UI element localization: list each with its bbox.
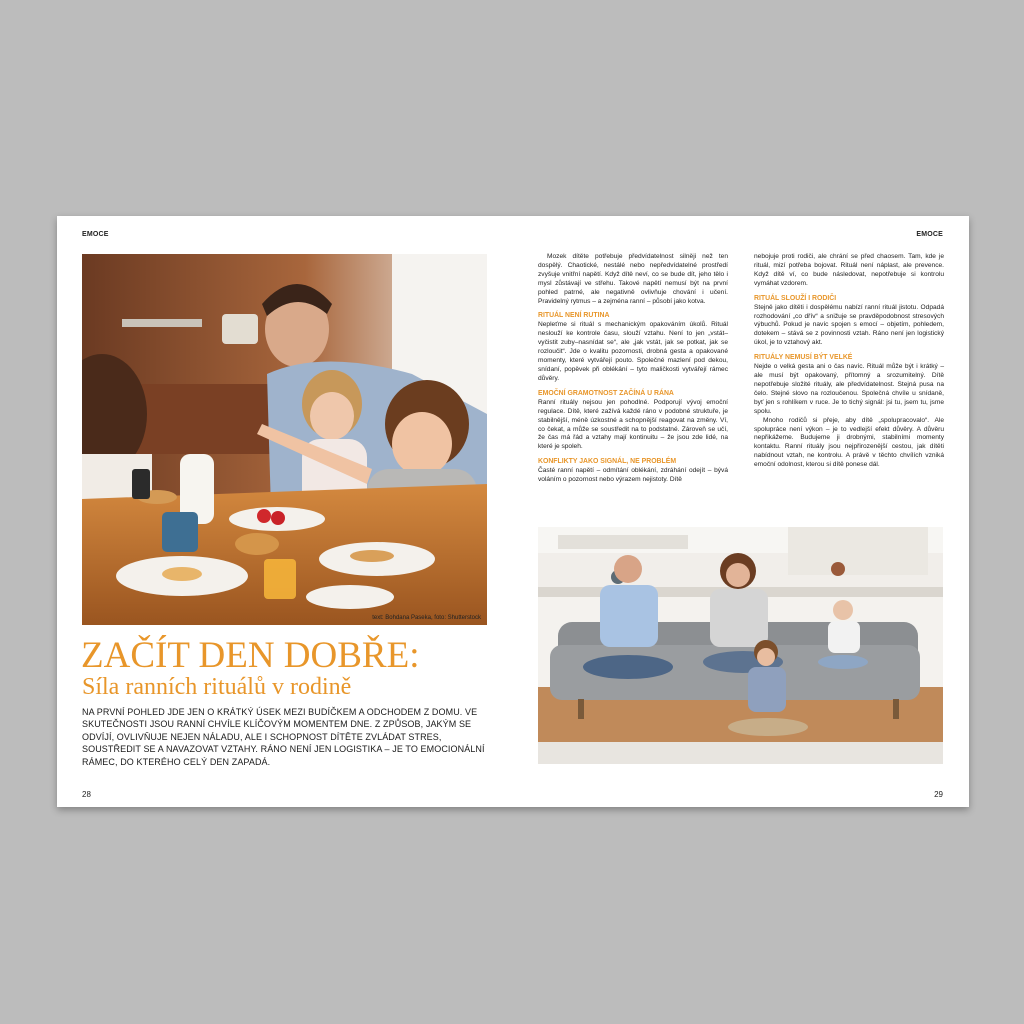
paragraph: Ranní rituály nejsou jen pohodlné. Podporují vývoj emoční regulace. Dítě, které zažívá každé ráno v podobné struktuře, je stabilnější, méně úzkostné a schopnější reagovat na změny. Ví, co čekat, a může se soustředit na to podstatné. Zároveň se učí, že čas má řád a vztahy mají kontinuitu – že jsou zde lidé, na které je spoleh. xyxy=(538,398,728,451)
subheading: KONFLIKTY JAKO SIGNÁL, NE PROBLÉM xyxy=(538,458,677,466)
article-subtitle: Síla ranních rituálů v rodině xyxy=(82,674,352,700)
article-lead: NA PRVNÍ POHLED JDE JEN O KRÁTKÝ ÚSEK MEZI BUDÍČKEM A ODCHODEM Z DOMU. VE SKUTEČNOSTI JSOU RANNÍ CHVÍLE KLÍČOVÝM MOMENTEM DNE. Z ZPŮSOB, JAKÝM SE ODVÍJÍ, OVLIVŇUJE NEJEN NÁLADU, ALE I SCHOPNOST DÍTĚTE ZVLÁDAT STRES, SOUSTŘEDIT SE A NAVAZOVAT VZTAHY. RÁNO NENÍ JEN LOGISTIKA – JE TO EMOCIONÁLNÍ RÁMEC, DO KTERÉHO CELÝ DEN ZAPADÁ. xyxy=(82,707,485,767)
paragraph: Mnoho rodičů si přeje, aby dítě „spolupracovalo“. Ale spolupráce není výkon – je to vedlejší efekt důvěry. A důvěru nepřikážeme. Budujeme ji drobnými, stabilními momenty kontaktu. Ranní rituály jsou nejpřirozenější cestou, jak dítěti nabídnout vztah, ne kontrolu. A právě v těchto chvílích vzniká emoční odolnost, kterou si dítě ponese dál. xyxy=(754,416,944,469)
family-yoga-photo xyxy=(538,527,943,764)
section-label-right: EMOCE xyxy=(916,231,943,238)
subheading: RITUÁL NENÍ RUTINA xyxy=(538,312,610,320)
photo-credit: text: Bohdana Paseka, foto: Shutterstock xyxy=(372,615,481,621)
family-yoga-illustration xyxy=(538,527,943,764)
subheading: EMOČNÍ GRAMOTNOST ZAČÍNÁ U RÁNA xyxy=(538,389,674,397)
family-breakfast-photo xyxy=(82,254,487,625)
paragraph: Časté ranní napětí – odmítání oblékání, zdráhání odejít – bývá voláním o pozornost nebo výrazem nejistoty. Dítě xyxy=(538,467,728,484)
subheading: RITUÁLY NEMUSÍ BÝT VELKÉ xyxy=(754,354,853,362)
section-label-left: EMOCE xyxy=(82,231,109,238)
text-column-1 xyxy=(538,253,728,485)
paragraph: nebojuje proti rodiči, ale chrání se před chaosem. Tam, kde je rituál, mizí potřeba bojovat. Rituál není náplast, ale prevence. Když dítě ví, co bude následovat, nepotřebuje si kontrolu vymáhat vzdorem. xyxy=(754,253,944,287)
article-title: ZAČÍT DEN DOBŘE: xyxy=(81,635,420,676)
page-number-left: 28 xyxy=(82,790,91,799)
page-number-right: 29 xyxy=(934,790,943,799)
magazine-spread xyxy=(57,216,969,807)
paragraph: Stejně jako dítěti i dospělému nabízí ranní rituál jistotu. Odpadá rozhodování „co dřív“ a snižuje se pravděpodobnost stresových výbuchů. Pokud je navíc spojen s emocí – objetím, pohledem, dotekem – stává se z povinnosti vztah. Ráno není jen logistický úkol, je to vztahový akt. xyxy=(754,303,944,347)
paragraph: Nepleťme si rituál s mechanickým opakováním úkolů. Rituál neslouží ke kontrole času, slouží vztahu. Není to jen „vstát–vyčistit zuby–nasnídat se“, ale „jak vstát, jak se potkat, jak se rozloučit“. Jde o kvalitu pozornosti, drobná gesta a opakované momenty, které vytvářejí pouto. Společné mazlení pod dekou, snídaní, popěvek při oblékání – tyto maličkosti vytvářejí rámec důvěry. xyxy=(538,321,728,382)
paragraph: Mozek dítěte potřebuje předvídatelnost silněji než ten dospělý. Chaotické, nestálé nebo nepředvídatelné prostředí zvyšuje vnitřní napětí. Když dítě neví, co se bude dít, jeho tělo i mysl zůstávají ve střehu. Takové napětí nemusí být na první pohled patrné, ale negativně ovlivňuje chování i učení. Pravidelný rytmus – a zejména ranní – působí jako kotva. xyxy=(538,253,728,305)
family-breakfast-illustration xyxy=(82,254,487,625)
paragraph: Nejde o velká gesta ani o čas navíc. Rituál může být i krátký – ale musí být opakovaný, přítomný a srozumitelný. Dítě nepotřebuje složité rituály, ale předvídatelnost. Stejná pusa na čelo. Stejné slovo na rozloučenou. Společná chvíle u snídaně, byť jen s rohlíkem v ruce. Je to tichý signál: jsi tu, jsem tu, jsme spolu. xyxy=(754,363,944,415)
text-column-2 xyxy=(754,253,944,470)
subheading: RITUÁL SLOUŽÍ I RODIČI xyxy=(754,294,837,302)
